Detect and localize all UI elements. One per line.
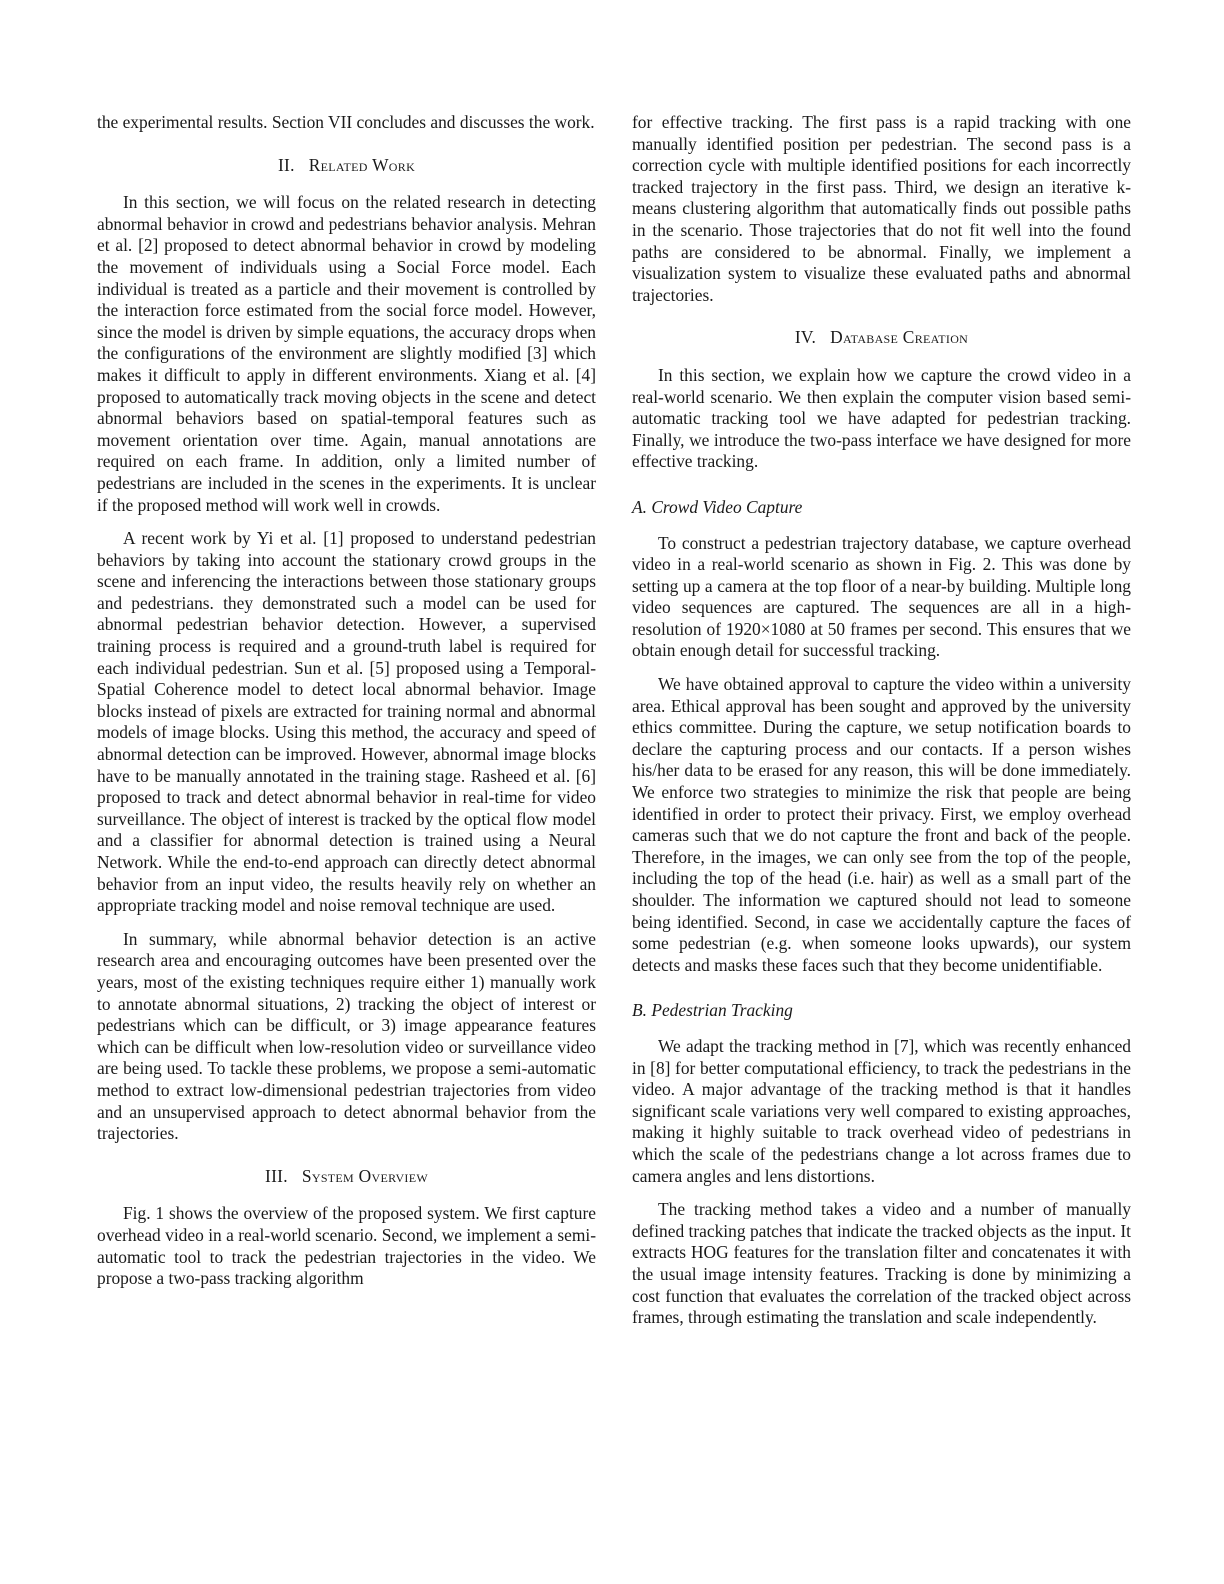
- section-iii-heading: [97, 1166, 596, 1188]
- section-ii-title: Related Work: [308, 154, 416, 175]
- section-iv-number: IV.: [794, 327, 817, 348]
- section-iv-heading: [632, 327, 1131, 349]
- section-iii-title: System Overview: [301, 1165, 428, 1186]
- related-work-paragraph-2: A recent work by Yi et al. [1] proposed to understand pedestrian behaviors by taking into account the stationary crowd groups in the scene and inferencing the interactions between those stationary groups and pedestrians. they demonstrated such a model can be used for abnormal pedestrian behavior detection. However, a supervised training process is required and a ground-truth label is required for each individual pedestrian. Sun et al. [5] proposed using a Temporal-Spatial Coherence model to detect local abnormal behavior. Image blocks instead of pixels are extracted for training normal and abnormal models of image blocks. Using this method, the accuracy and speed of abnormal detection can be improved. However, abnormal image blocks have to be manually annotated in the training stage. Rasheed et al. [6] proposed to track and detect abnormal behavior in real-time for video surveillance. The object of interest is tracked by the optical flow model and a classifier for abnormal detection is trained using a Neural Network. While the end-to-end approach can directly detect abnormal behavior from an input video, the results heavily rely on whether an appropriate tracking model and noise removal technique are used.: [97, 528, 596, 916]
- system-overview-continued-paragraph: for effective tracking. The first pass is a rapid tracking with one manually identified position per pedestrian. The second pass is a correction cycle with multiple identified positions for each incorrectly tracked trajectory in the first pass. Third, we design an iterative k-means clustering algorithm that automatically finds out possible paths in the scenario. Those trajectories that do not fit well into the found paths are considered to be abnormal. Finally, we implement a visualization system to visualize these evaluated paths and abnormal trajectories.: [632, 112, 1131, 305]
- section-iii-number: III.: [265, 1165, 288, 1186]
- left-column: [97, 112, 596, 1302]
- database-creation-intro-paragraph: In this section, we explain how we capture the crowd video in a real-world scenario. We then explain the computer vision based semi-automatic tracking tool we have adapted for pedestrian tracking. Finally, we introduce the two-pass interface we have designed for more effective tracking.: [632, 364, 1131, 472]
- related-work-paragraph-3: In summary, while abnormal behavior detection is an active research area and encouraging outcomes have been presented over the years, most of the existing techniques require either 1) manually work to annotate abnormal situations, 2) tracking the object of interest or pedestrians which can be difficult, or 3) image appearance features which can be difficult when low-resolution video or surveillance video are being used. To tackle these problems, we propose a semi-automatic method to extract low-dimensional pedestrian trajectories from video and an unsupervised approach to detect abnormal behavior from the trajectories.: [97, 928, 596, 1144]
- section-iv-title: Database Creation: [830, 327, 969, 348]
- system-overview-paragraph-1: Fig. 1 shows the overview of the proposed system. We first capture overhead video in a real-world scenario. Second, we implement a semi-automatic tool to track the pedestrian trajectories in the video. We propose a two-pass tracking algorithm: [97, 1203, 596, 1289]
- subsection-a-heading: A. Crowd Video Capture: [632, 496, 803, 517]
- related-work-paragraph-1: In this section, we will focus on the related research in detecting abnormal behavior in crowd and pedestrians behavior analysis. Mehran et al. [2] proposed to detect abnormal behavior in crowd by modeling the movement of individuals using a Social Force model. Each individual is treated as a particle and their movement is controlled by the interaction force estimated from the social force model. However, since the model is driven by simple equations, the accuracy drops when the configurations of the environment are slightly modified [3] which makes it difficult to apply in different environments. Xiang et al. [4] proposed to automatically track moving objects in the scene and detect abnormal behaviors based on spatial-temporal features such as movement orientation over time. Again, manual annotations are required on each frame. In addition, only a limited number of pedestrians are included in the scenes in the experiments. It is unclear if the proposed method will work well in crowds.: [97, 192, 596, 515]
- pedestrian-tracking-paragraph-1: We adapt the tracking method in [7], which was recently enhanced in [8] for better computational efficiency, to track the pedestrians in the video. A major advantage of the tracking method is that it handles significant scale variations very well compared to existing approaches, making it highly suitable to track overhead video of pedestrians in which the scale of the pedestrians change a lot across frames due to camera angles and lens distortions.: [632, 1035, 1131, 1186]
- section-ii-heading: [97, 155, 596, 177]
- crowd-video-capture-paragraph-1: To construct a pedestrian trajectory database, we capture overhead video in a real-world scenario as shown in Fig. 2. This was done by setting up a camera at the top floor of a near-by building. Multiple long video sequences are captured. The sequences are all in a high-resolution of 1920×1080 at 50 frames per second. This ensures that we obtain enough detail for successful tracking.: [632, 532, 1131, 661]
- section-ii-number: II.: [277, 154, 295, 175]
- right-column: [632, 112, 1131, 1341]
- pedestrian-tracking-paragraph-2: The tracking method takes a video and a number of manually defined tracking patches that indicate the tracked objects as the input. It extracts HOG features for the translation filter and concatenates it with the usual image intensity features. Tracking is done by minimizing a cost function that evaluates the correlation of the tracked object across frames, through estimating the translation and scale independently.: [632, 1199, 1131, 1328]
- subsection-b-heading: B. Pedestrian Tracking: [632, 1000, 793, 1021]
- intro-tail-paragraph: the experimental results. Section VII concludes and discusses the work.: [97, 112, 595, 132]
- crowd-video-capture-paragraph-2: We have obtained approval to capture the video within a university area. Ethical approval has been sought and approved by the university ethics committee. During the capture, we setup notification boards to declare the capturing process and our contacts. If a person wishes his/her data to be erased for any reason, this will be done immediately. We enforce two strategies to minimize the risk that people are being identified in order to protect their privacy. First, we employ overhead cameras such that we do not capture the front and back of the people. Therefore, in the images, we can only see from the top of the people, including the top of the head (i.e. hair) as well as a small part of the shoulder. The information we captured should not lead to someone being identified. Second, in case we accidentally capture the faces of some pedestrian (e.g. when someone looks upwards), our system detects and masks these faces such that they become unidentifiable.: [632, 674, 1131, 975]
